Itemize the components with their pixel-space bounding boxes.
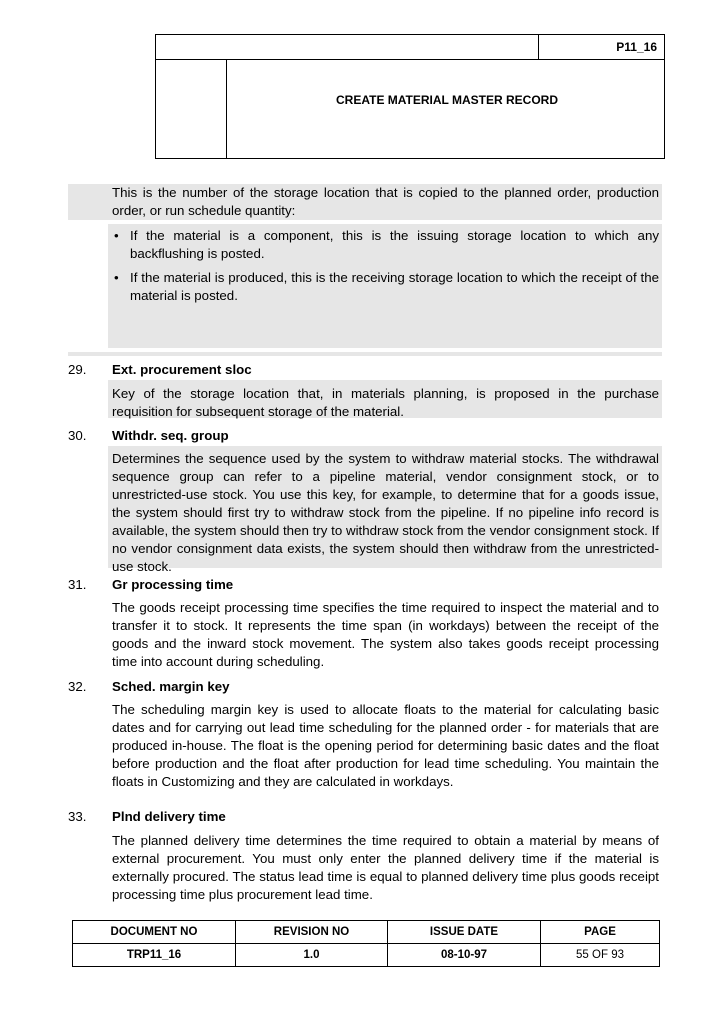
document-code: P11_16 — [538, 35, 665, 59]
item-description: Determines the sequence used by the system to withdraw material stocks. The withdrawal sequence group can refer to a pipeline material, vendor consignment stock, or to unrestricted-use stock. You use this key, for example, to determine that for a goods issue, the system should first try to withdraw stock from the pipeline. If no pipeline info record is available, the system should then try to withdraw stock from the vendor consignment stock. If no vendor consignment data exists, the system should then withdraw from the unrestricted-use stock. — [112, 451, 659, 574]
shading-band — [68, 352, 662, 356]
document-header — [155, 34, 665, 159]
item-number: 29. — [68, 362, 87, 377]
footer-header-cell: REVISION NO — [236, 921, 388, 944]
revision-number: 1.0 — [236, 944, 388, 967]
footer-header-cell: PAGE — [541, 921, 660, 944]
item-title: Sched. margin key — [112, 679, 230, 694]
document-title: CREATE MATERIAL MASTER RECORD — [336, 93, 558, 107]
item-title: Withdr. seq. group — [112, 428, 229, 443]
item-number: 33. — [68, 809, 87, 824]
item-number: 30. — [68, 428, 87, 443]
header-top-row — [156, 35, 664, 60]
item-title: Ext. procurement sloc — [112, 362, 252, 377]
header-logo-cell — [156, 59, 227, 158]
document-footer-table — [72, 920, 660, 967]
footer-header-cell: ISSUE DATE — [388, 921, 541, 944]
document-number: TRP11_16 — [73, 944, 236, 967]
footer-header-cell: DOCUMENT NO — [73, 921, 236, 944]
issue-date: 08-10-97 — [388, 944, 541, 967]
footer-value-row — [73, 944, 660, 967]
page-number — [541, 944, 660, 967]
item-description: The planned delivery time determines the time required to obtain a material by means of external procurement. You must only enter the planned delivery time if the material is externally procured. The status lead time is equal to planned delivery time plus goods receipt processing time plus procurement lead time. — [112, 833, 659, 902]
intro-bullet: • If the material is a component, this is the issuing storage location to which any backflushing is posted. — [114, 228, 659, 261]
bullet-icon: • — [114, 228, 119, 243]
bullet-icon: • — [114, 270, 119, 285]
item-description: The goods receipt processing time specifies the time required to inspect the material and to transfer it to stock. It represents the time span (in workdays) between the receipt of the goods and the inward stock movement. The system also takes goods receipt processing time into account during scheduling. — [112, 600, 659, 669]
item-description: Key of the storage location that, in materials planning, is proposed in the purchase requisition for subsequent storage of the material. — [112, 386, 659, 419]
page-of: OF — [592, 949, 608, 961]
intro-bullet: • If the material is produced, this is the receiving storage location to which the receipt of the material is posted. — [114, 270, 659, 303]
item-title: Gr processing time — [112, 577, 234, 592]
item-title: Plnd delivery time — [112, 809, 226, 824]
page-current: 55 — [576, 949, 589, 961]
footer-header-row — [73, 921, 660, 944]
page-total: 93 — [611, 949, 624, 961]
item-number: 32. — [68, 679, 87, 694]
item-number: 31. — [68, 577, 87, 592]
item-description: The scheduling margin key is used to allocate floats to the material for calculating basic dates and for carrying out lead time scheduling for the planned order - for materials that are produced in-house. The float is the opening period for determining basic dates and the float before production and the float after production for lead time scheduling. You maintain the floats in Customizing and they are calculated in workdays. — [112, 702, 659, 789]
intro-text: This is the number of the storage location that is copied to the planned order, production order, or run schedule quantity: — [112, 185, 659, 218]
